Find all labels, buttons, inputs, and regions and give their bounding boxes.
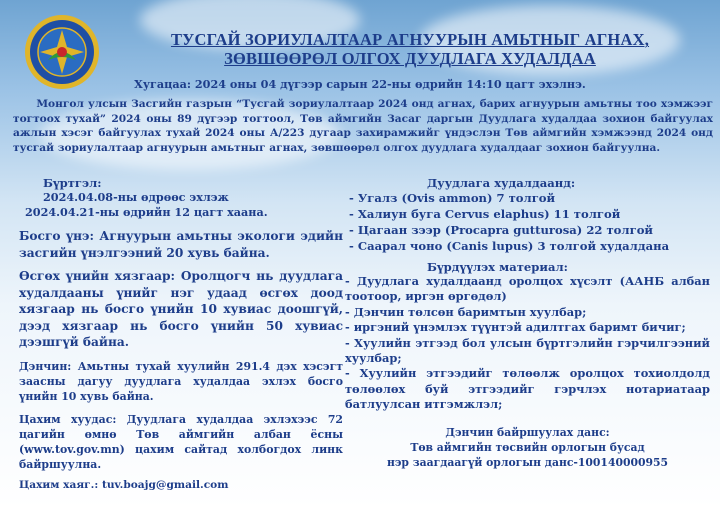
start-price-text: Босго үнэ: Агнуурын амьтны экологи эдийн засгийн үнэлгээний 20 хувь байна. (19, 229, 343, 260)
list-item: - Дуудлага худалдаанд оролцох хүсэлт (ААНБ албан тоотоор, иргэн өргөдөл) (345, 274, 710, 304)
species-list (345, 190, 710, 254)
left-column (13, 176, 343, 494)
auction-start-time: Хугацаа: 2024 оны 04 дүгээр сарын 22-ны өдрийн 14:10 цагт эхэлнэ. (134, 77, 586, 91)
list-item: - Хуулийн этгээд бол улсын бүртгэлийн гэрчилгээний хуулбар; (345, 335, 710, 366)
deposit-account-heading: Дэнчин байршуулах данс: (445, 425, 610, 439)
online-page-text: Цахим хуудас: Дуудлага худалдаа эхлэхээс 72 цагийн өмнө Төв аймгийн албан ёсны (www.tov.gov.mn) цахим сайтад холбогдох линк байршуулна. (19, 412, 343, 472)
deposit-account-line-1: Төв аймгийн төсвийн орлогын бусад (410, 440, 645, 454)
right-column (345, 176, 710, 470)
list-item: - Саарал чоно (Canis lupus) 3 толгой худалдана (349, 239, 670, 253)
announcement-title (105, 30, 715, 68)
registration-to: 2024.04.21-ны өдрийн 12 цагт хаана. (25, 205, 268, 220)
registration-heading: Бүртгэл: (43, 176, 102, 190)
list-item: - Дэнчин төлсөн баримтын хуулбар; (345, 304, 587, 319)
list-item: - Угалз (Ovis ammon) 7 толгой (349, 191, 556, 205)
materials-heading: Бүрдүүлэх материал: (427, 260, 568, 274)
deposit-text: Дэнчин: Амьтны тухай хуулийн 291.4 дэх хэсэгт заасны дагуу дуудлага худалдаа эхлэх босго үнийн 10 хувь байна. (19, 359, 343, 404)
email-text: Цахим хаяг.: tuv.boajg@gmail.com (19, 479, 229, 492)
list-item: - Цагаан зээр (Procapra gutturosa) 22 толгой (349, 223, 654, 237)
list-item: - Хуулийн этгээдийг төлөөлж оролцох тохиолдолд төлөөлөх буй этгээдийг гэрчлэх нотариатаар батлуулсан итгэмжлэл; (345, 366, 710, 412)
list-item: - иргэний үнэмлэх түүнтэй адилтгах баримт бичиг; (345, 320, 686, 335)
title-line-2: ЗӨВШӨӨРӨЛ ОЛГОХ ДУУДЛАГА ХУДАЛДАА (224, 49, 596, 68)
intro-paragraph: Монгол улсын Засгийн газрын “Тусгай зориулалтаар 2024 онд агнах, барих агнуурын амьтны тоо хэмжээг тогтоох тухай” 2024 оны 89 дүгээр тогтоол, Төв аймгийн Засаг даргын Дуудлага худалдаа зохион байгуулах ажлын хэсэг байгуулах тухай 2024 оны А/223 дугаар захирамжийг үндэслэн Төв аймгийн хэмжээнд 2024 онд тусгай зориулалтаар агнуурын амьтныг агнах, зөвшөөрөл олгох дуудлага худалдааг зохион байгуулна. (13, 98, 713, 154)
title-line-1: ТУСГАЙ ЗОРИУЛАЛТААР АГНУУРЫН АМЬТНЫГ АГНАХ, (170, 30, 650, 49)
materials-list (345, 274, 710, 413)
registration-from: 2024.04.08-ны өдрөөс эхлэж (43, 190, 229, 204)
items-heading: Дуудлага худалдаанд: (427, 176, 576, 190)
deposit-account-line-2: нэр заагдаагүй орлогын данс-100140000955 (386, 456, 669, 470)
increment-text: Өсгөх үнийн хязгаар: Оролцогч нь дуудлага худалдааны үнийг нэг удаад өсгөх доод хязгаар нь босго үнийн 10 хувиас доошгүй, дээд хязгаар нь босго үнийн 50 хувиас дээшгүй байна. (19, 269, 343, 350)
list-item: - Халиун буга Cervus elaphus) 11 толгой (349, 207, 621, 221)
